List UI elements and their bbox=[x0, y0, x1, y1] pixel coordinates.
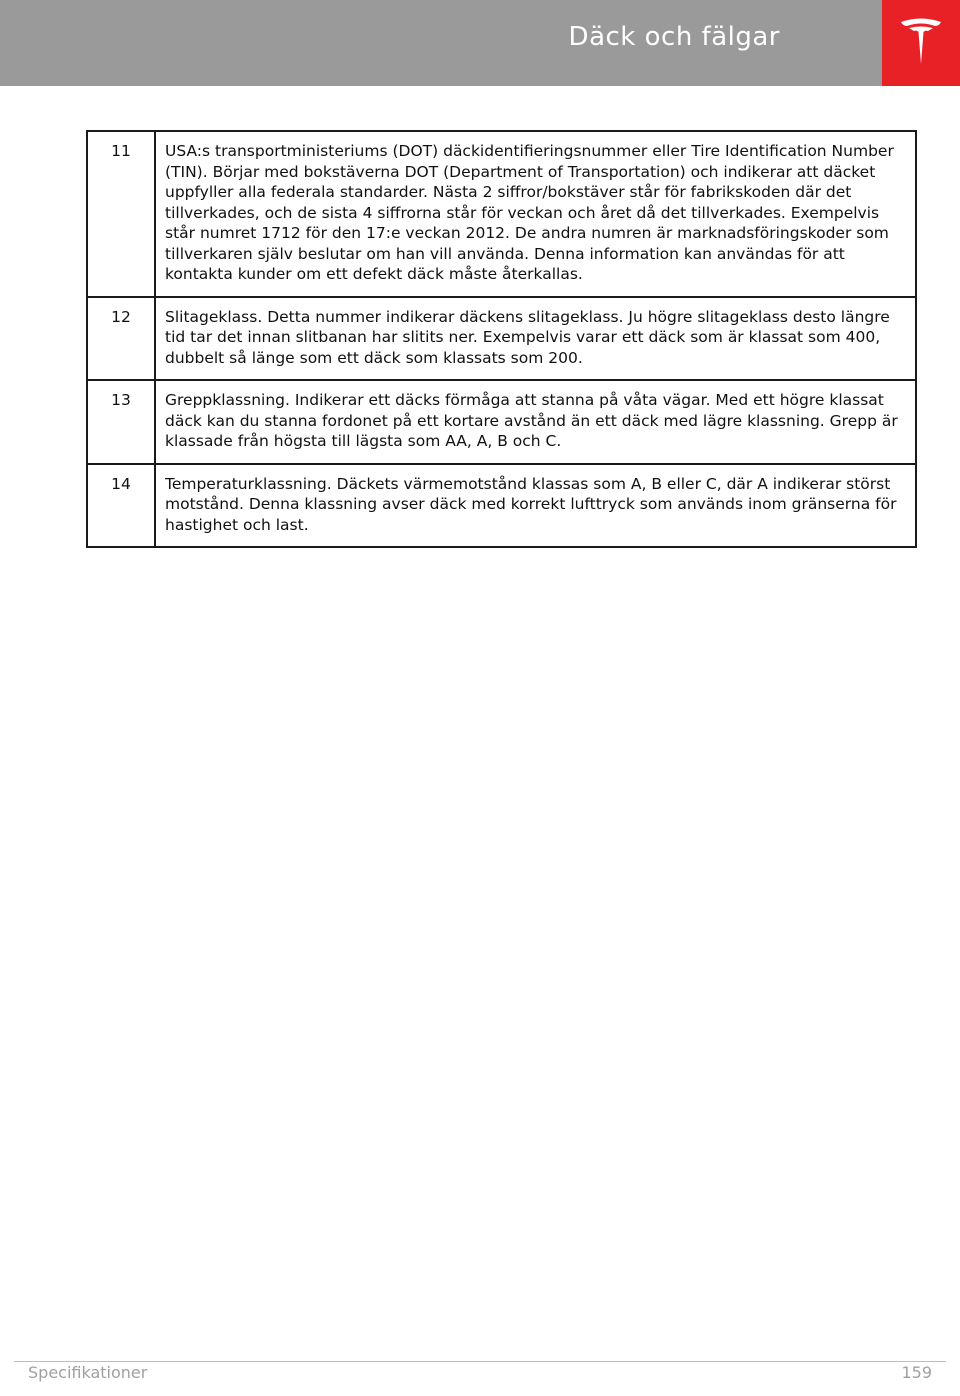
row-text: Greppklassning. Indikerar ett däcks förmåga att stanna på våta vägar. Med ett högre klassat däck kan du stanna fordonet på ett kortare avstånd än ett däck med lägre klassning. Grepp är klassade från högsta till lägsta som AA, A, B och C. bbox=[155, 380, 916, 464]
page-title: Däck och fälgar bbox=[568, 22, 780, 52]
row-number: 11 bbox=[87, 131, 155, 297]
row-number: 12 bbox=[87, 297, 155, 381]
table-row bbox=[87, 297, 916, 381]
row-text: USA:s transportministeriums (DOT) däckidentifieringsnummer eller Tire Identification Number (TIN). Börjar med bokstäverna DOT (Department of Transportation) och indikerar att däcket uppfyller alla federala standarder. Nästa 2 siffror/bokstäver står för fabrikskoden där det tillverkades, och de sista 4 siffrorna står för veckan och året då det tillverkades. Exempelvis står numret 1712 för den 17:e veckan 2012. De andra numren är marknadsföringskoder som tillverkaren själv beslutar om han vill använda. Denna information kan användas för att kontakta kunder om ett defekt däck måste återkallas. bbox=[155, 131, 916, 297]
row-number: 13 bbox=[87, 380, 155, 464]
spec-table bbox=[86, 130, 917, 548]
table-row bbox=[87, 464, 916, 548]
table-row bbox=[87, 131, 916, 297]
row-text: Slitageklass. Detta nummer indikerar däckens slitageklass. Ju högre slitageklass desto längre tid tar det innan slitbanan har slitits ner. Exempelvis varar ett däck som är klassat som 400, dubbelt så länge som ett däck som klassats som 200. bbox=[155, 297, 916, 381]
header-band bbox=[0, 0, 882, 86]
footer-section-name: Specifikationer bbox=[28, 1363, 148, 1382]
row-number: 14 bbox=[87, 464, 155, 548]
row-text: Temperaturklassning. Däckets värmemotstånd klassas som A, B eller C, där A indikerar störst motstånd. Denna klassning avser däck med korrekt lufttryck som används inom gränserna för hastighet och last. bbox=[155, 464, 916, 548]
page-number: 159 bbox=[901, 1363, 932, 1382]
logo-box bbox=[882, 0, 960, 86]
footer-divider bbox=[14, 1361, 946, 1362]
table-row bbox=[87, 380, 916, 464]
tesla-logo-icon bbox=[899, 16, 943, 68]
